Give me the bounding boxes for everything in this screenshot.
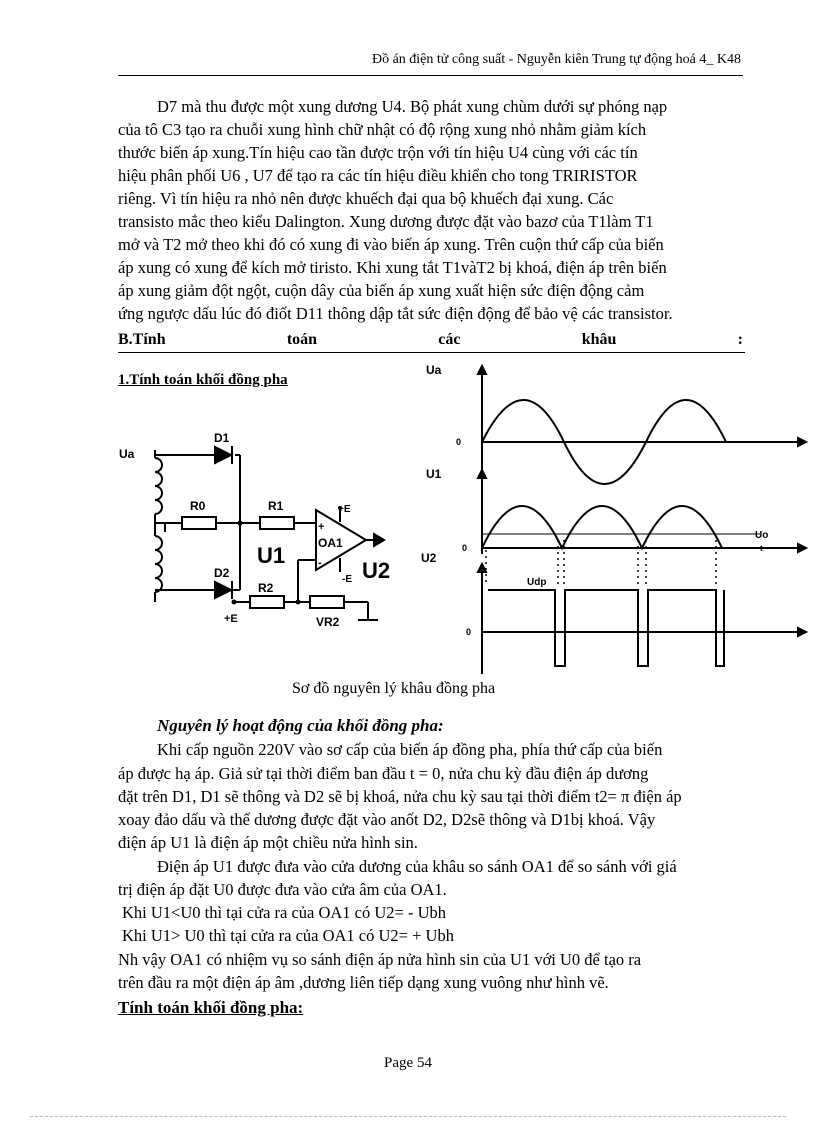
- page-header: Đồ án điện tử công suất - Nguyễn kiên Trung tự động hoá 4_ K48: [371, 52, 741, 67]
- text-line: hiệu phân phối U6 , U7 để tạo ra các tín hiệu điều khiển cho tong TRIRISTOR: [118, 166, 638, 185]
- subsection-title-1: 1.Tính toán khối đồng pha: [118, 372, 288, 388]
- u1-rectified: [482, 506, 722, 548]
- text-line: Khi U1<U0 thì tại cửa ra của OA1 có U2= - Ubh: [122, 903, 447, 922]
- text-line: của tô C3 tạo ra chuỗi xung hình chữ nhật có độ rộng xung nhỏ nhằm giảm kích: [118, 120, 647, 139]
- text-line: xoay đảo dấu và thế dương được đặt vào anốt D2, D2sẽ thông và D1bị khoá. Vậy: [118, 810, 656, 829]
- resistor-r2: [250, 596, 284, 608]
- section-word: các: [438, 331, 461, 348]
- section-heading: [118, 331, 743, 349]
- figure-caption: Sơ đồ nguyên lý khâu đồng pha: [292, 680, 496, 697]
- wave-label-t: t: [760, 544, 763, 553]
- wave-label-zero-u2: 0: [466, 627, 472, 637]
- section-word: toán: [286, 331, 318, 348]
- wave-label-zero-u1: 0: [462, 543, 468, 553]
- wave-label-ua: Ua: [426, 363, 442, 377]
- text-line: transisto mắc theo kiểu Dalington. Xung dương được đặt vào bazơ của T1làm T1: [118, 212, 654, 231]
- label-minus-input: -: [318, 557, 322, 569]
- label-plus-e-bottom: +E: [224, 613, 238, 625]
- label-u1-large: U1: [257, 543, 286, 568]
- label-vr2: VR2: [316, 615, 340, 629]
- text-line: Khi cấp nguồn 220V vào sơ cấp của biến áp đồng pha, phía thứ cấp của biến: [157, 740, 663, 759]
- resistor-r0: [182, 517, 216, 529]
- section-rule: [118, 352, 745, 353]
- diode-d1: [215, 447, 231, 463]
- wave-label-u1: U1: [426, 467, 442, 481]
- transformer-coil-upper: [155, 458, 162, 514]
- label-oa1: OA1: [318, 536, 343, 550]
- text-line: đặt trên D1, D1 sẽ thông và D2 sẽ bị khoá, nửa chu kỳ sau tại thời điểm t2= π điện áp: [118, 787, 682, 806]
- wave-label-udp: Udp: [527, 577, 547, 588]
- header-rule: [118, 75, 743, 76]
- label-r0: R0: [190, 499, 206, 513]
- text-line: Khi U1> U0 thì tại cửa ra của OA1 có U2= + Ubh: [122, 926, 454, 945]
- principle-title: Nguyên lý hoạt động của khối đồng pha:: [157, 716, 444, 735]
- u2-square-wave: [488, 590, 724, 666]
- wave-label-zero-ua: 0: [456, 437, 462, 447]
- circuit-diagram: [110, 360, 810, 680]
- text-line: áp xung giảm đột ngột, cuộn dây của biến áp xung xuất hiện sức điện động cảm: [118, 281, 645, 300]
- wave-label-u2: U2: [421, 551, 437, 565]
- text-line: trị điện áp đặt U0 được đưa vào cửa âm của OA1.: [118, 880, 447, 899]
- resistor-r1: [260, 517, 294, 529]
- label-u2-large: U2: [362, 558, 391, 583]
- text-line: Điện áp U1 được đưa vào cửa dương của khâu so sánh OA1 để so sánh với giá: [157, 857, 677, 876]
- text-line: ứng ngược dấu lúc đó điốt D11 thông dập tắt sức điện động để bảo vệ các transistor.: [118, 304, 673, 323]
- section-word: :: [737, 331, 743, 348]
- label-d2: D2: [214, 566, 230, 580]
- wave-label-uo: Uo: [755, 530, 769, 541]
- label-r1: R1: [268, 499, 284, 513]
- label-plus-input: +: [318, 521, 325, 533]
- diode-d2: [215, 582, 231, 598]
- label-d1: D1: [214, 431, 230, 445]
- page-bottom-border: [30, 1116, 786, 1117]
- text-line: mở và T2 mở theo khi đó có xung đi vào biến áp xung. Trên cuộn thứ cấp của biến: [118, 235, 664, 254]
- text-line: D7 mà thu được một xung dương U4. Bộ phát xung chùm dưới sự phóng nạp: [157, 97, 668, 116]
- text-line: Nh vậy OA1 có nhiệm vụ so sánh điện áp nửa hình sin của U1 với U0 để tạo ra: [118, 950, 642, 969]
- text-line: trên đầu ra một điện áp âm ,dương liên tiếp dạng xung vuông như hình vẽ.: [118, 973, 609, 992]
- label-minus-e: -E: [342, 574, 352, 585]
- text-line: áp được hạ áp. Giả sử tại thời điểm ban đầu t = 0, nửa chu kỳ đầu điện áp dương: [118, 764, 649, 783]
- subsection-title-2: Tính toán khối đồng pha:: [118, 998, 304, 1017]
- text-line: điện áp U1 là điện áp một chiều nửa hình sin.: [118, 833, 418, 852]
- page-number: Page 54: [384, 1055, 432, 1071]
- label-ua: Ua: [119, 447, 135, 461]
- label-r2: R2: [258, 581, 274, 595]
- resistor-vr2: [310, 596, 344, 608]
- text-line: thước biến áp xung.Tín hiệu cao tần được trộn với tín hiệu U4 cùng với các tín: [118, 143, 638, 162]
- transformer-coil-lower: [155, 536, 162, 592]
- text-line: áp xung có xung để kích mở tiristo. Khi xung tắt T1vàT2 bị khoá, điện áp trên biến: [118, 258, 667, 277]
- text-line: riêng. Vì tín hiệu ra nhỏ nên được khuếch đại qua bộ khuếch đại xung. Các: [118, 189, 614, 208]
- section-word: B.Tính: [118, 331, 166, 348]
- label-plus-e-top: +E: [338, 504, 351, 515]
- section-word: khâu: [581, 331, 617, 348]
